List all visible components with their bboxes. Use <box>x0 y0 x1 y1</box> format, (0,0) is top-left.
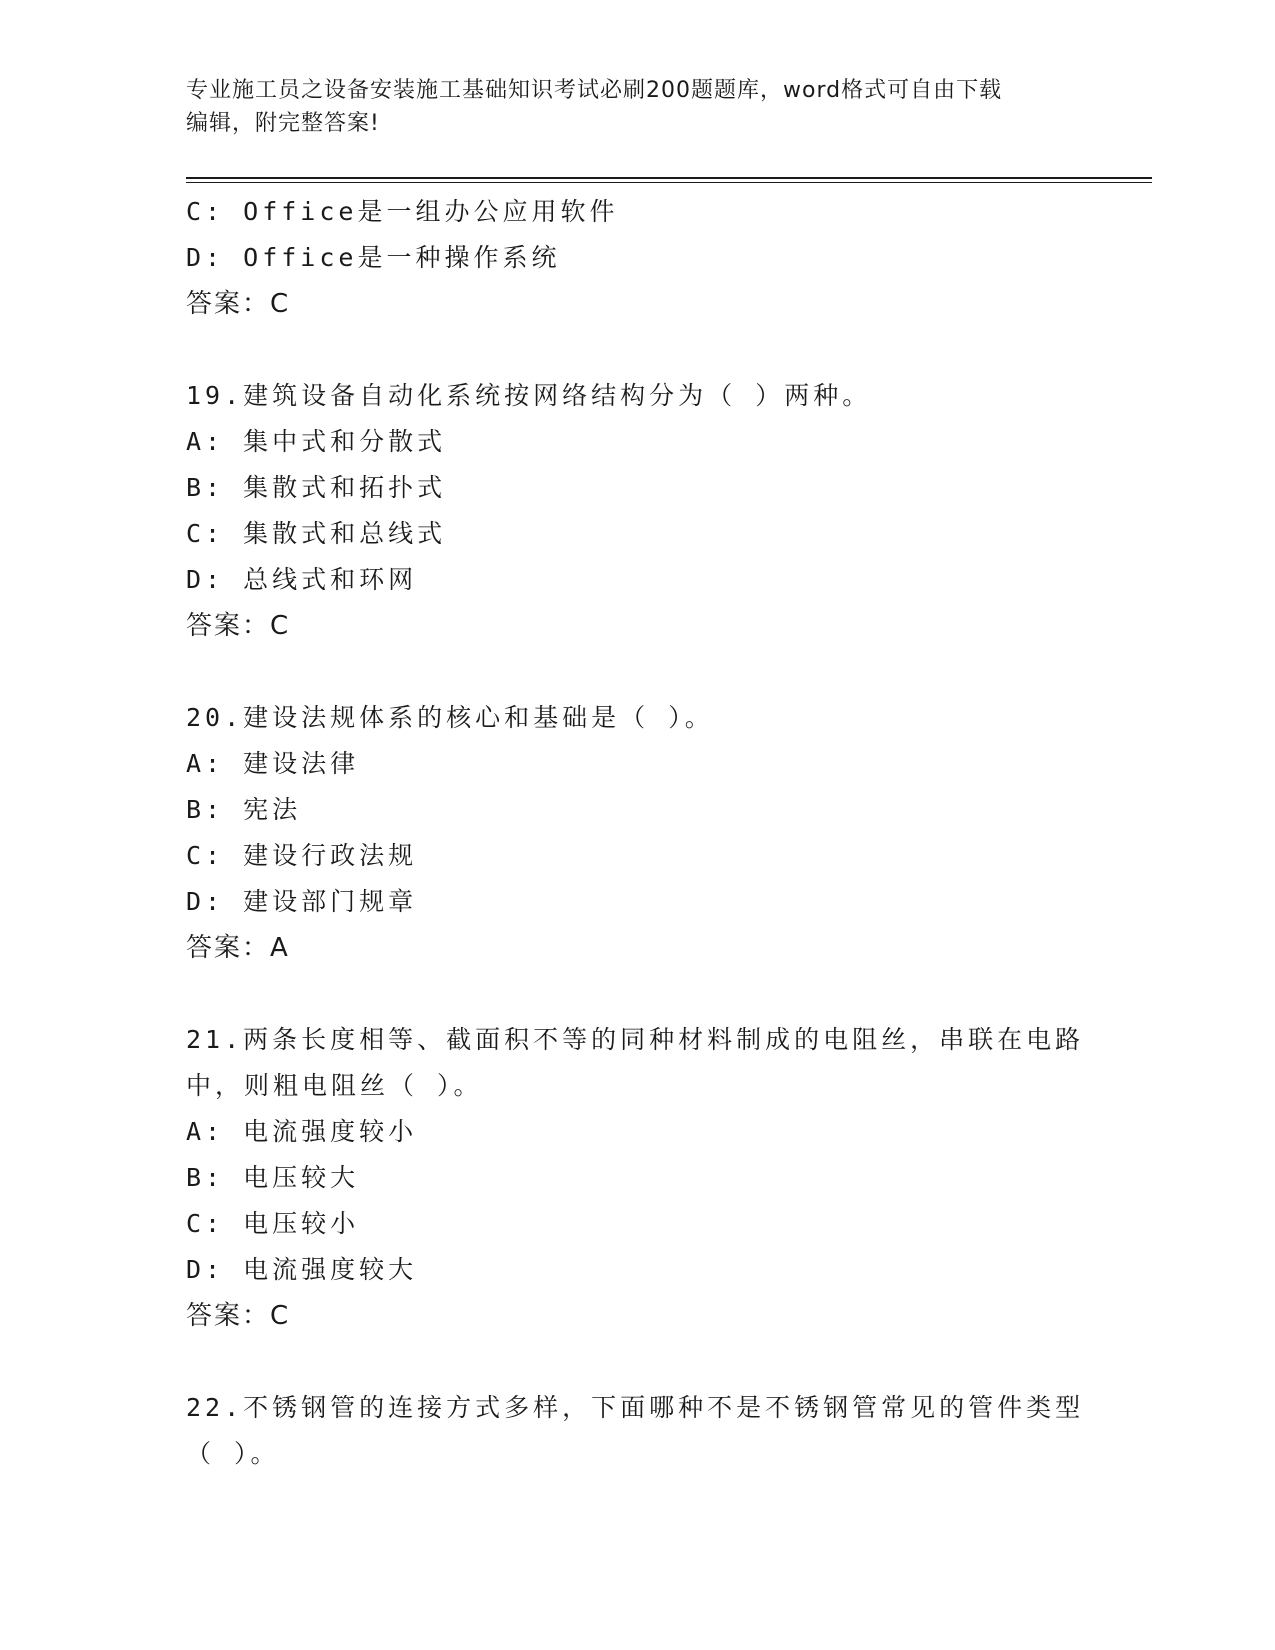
question-stem: 20.建设法规体系的核心和基础是（ ）。 <box>186 703 714 732</box>
option-c: C: 电压较小 <box>186 1209 360 1238</box>
answer-line: 答案：C <box>186 1301 291 1331</box>
spacer <box>186 1339 1086 1385</box>
header-divider-thin <box>186 182 1152 183</box>
document-header <box>186 74 1066 140</box>
question-20 <box>186 695 1086 971</box>
question-stem-continued: 中，则粗电阻丝（ ）。 <box>186 1071 483 1100</box>
option-d: D: Office是一种操作系统 <box>186 243 561 272</box>
option-b: B: 集散式和拓扑式 <box>186 473 447 502</box>
spacer <box>186 649 1086 695</box>
option-c: C: 建设行政法规 <box>186 841 418 870</box>
spacer <box>186 327 1086 373</box>
answer-line: 答案：C <box>186 289 291 319</box>
option-a: A: 电流强度较小 <box>186 1117 418 1146</box>
header-line-1: 专业施工员之设备安装施工基础知识考试必刷200题题库，word格式可自由下载 <box>186 78 1003 103</box>
option-b: B: 宪法 <box>186 795 302 824</box>
question-stem: 22.不锈钢管的连接方式多样，下面哪种不是不锈钢管常见的管件类型 <box>186 1393 1085 1422</box>
question-stem: 19.建筑设备自动化系统按网络结构分为（ ）两种。 <box>186 381 872 410</box>
header-divider-thick <box>186 177 1152 179</box>
option-d: D: 电流强度较大 <box>186 1255 418 1284</box>
option-d: D: 总线式和环网 <box>186 565 418 594</box>
option-a: A: 集中式和分散式 <box>186 427 447 456</box>
question-18-tail <box>186 189 1086 327</box>
question-22 <box>186 1385 1086 1477</box>
spacer <box>186 971 1086 1017</box>
option-a: A: 建设法律 <box>186 749 360 778</box>
question-stem: 21.两条长度相等、截面积不等的同种材料制成的电阻丝，串联在电路 <box>186 1025 1085 1054</box>
question-list <box>186 189 1086 1477</box>
option-d: D: 建设部门规章 <box>186 887 418 916</box>
answer-line: 答案：A <box>186 933 290 963</box>
question-stem-continued: （ ）。 <box>186 1439 280 1468</box>
answer-line: 答案：C <box>186 611 291 641</box>
option-b: B: 电压较大 <box>186 1163 360 1192</box>
question-19 <box>186 373 1086 649</box>
option-c: C: 集散式和总线式 <box>186 519 447 548</box>
question-21 <box>186 1017 1086 1339</box>
header-line-2: 编辑，附完整答案! <box>186 111 380 136</box>
option-c: C: Office是一组办公应用软件 <box>186 197 619 226</box>
